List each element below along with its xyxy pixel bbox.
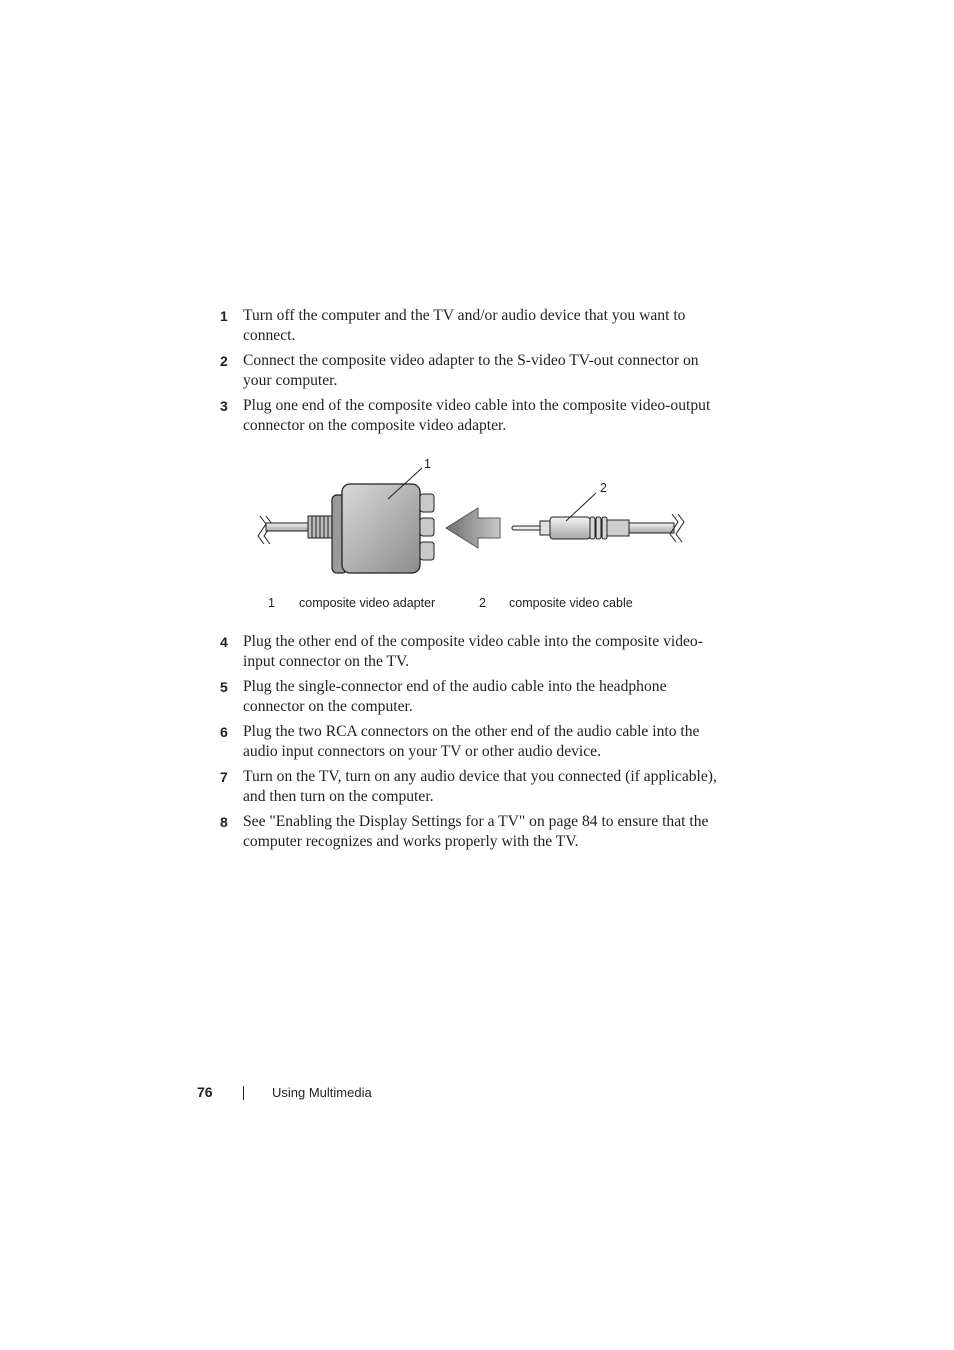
step-number: 5 (220, 679, 228, 695)
callout-1: 1 (424, 457, 431, 471)
step-number: 7 (220, 769, 228, 785)
adapter-cable (266, 523, 311, 531)
step-number: 8 (220, 814, 228, 830)
step-number: 2 (220, 353, 228, 369)
section-title: Using Multimedia (272, 1085, 372, 1100)
legend-label-2: composite video cable (509, 596, 633, 610)
step-4 (220, 632, 730, 671)
step-number: 6 (220, 724, 228, 740)
step-number: 1 (220, 308, 228, 324)
step-text: Plug one end of the composite video cable into the composite video-output connector on the composite video adapter. (243, 397, 711, 434)
step-5 (220, 677, 730, 716)
step-2 (220, 351, 730, 390)
insertion-arrow (446, 508, 500, 548)
callout-2: 2 (600, 481, 607, 495)
connection-illustration (250, 450, 700, 585)
step-text: Turn on the TV, turn on any audio device that you connected (if applicable), and then turn on the computer. (243, 768, 717, 805)
strain-relief (308, 516, 334, 538)
adapter-jacks (420, 494, 434, 560)
step-number: 4 (220, 634, 228, 650)
legend-label-1: composite video adapter (299, 596, 436, 610)
step-6 (220, 722, 730, 761)
composite-video-adapter (342, 484, 420, 573)
step-text: Plug the other end of the composite video cable into the composite video-input connector on the TV. (243, 633, 703, 670)
step-8 (220, 812, 730, 851)
footer-divider (243, 1086, 244, 1100)
step-text: Plug the single-connector end of the audio cable into the headphone connector on the computer. (243, 678, 667, 715)
step-text: Plug the two RCA connectors on the other end of the audio cable into the audio input connectors on your TV or other audio device. (243, 723, 700, 760)
step-7 (220, 767, 730, 806)
step-1 (220, 306, 730, 345)
composite-video-cable (512, 517, 674, 539)
adapter-cable-drawing (250, 450, 700, 585)
step-number: 3 (220, 398, 228, 414)
step-text: Turn off the computer and the TV and/or audio device that you want to connect. (243, 307, 686, 344)
step-3 (220, 396, 730, 435)
step-text: Connect the composite video adapter to the S-video TV-out connector on your computer. (243, 352, 699, 389)
legend-num-1: 1 (268, 596, 275, 610)
page-number: 76 (197, 1084, 213, 1100)
legend-num-2: 2 (479, 596, 486, 610)
step-text: See "Enabling the Display Settings for a TV" on page 84 to ensure that the computer recognizes and works properly with the TV. (243, 813, 709, 850)
